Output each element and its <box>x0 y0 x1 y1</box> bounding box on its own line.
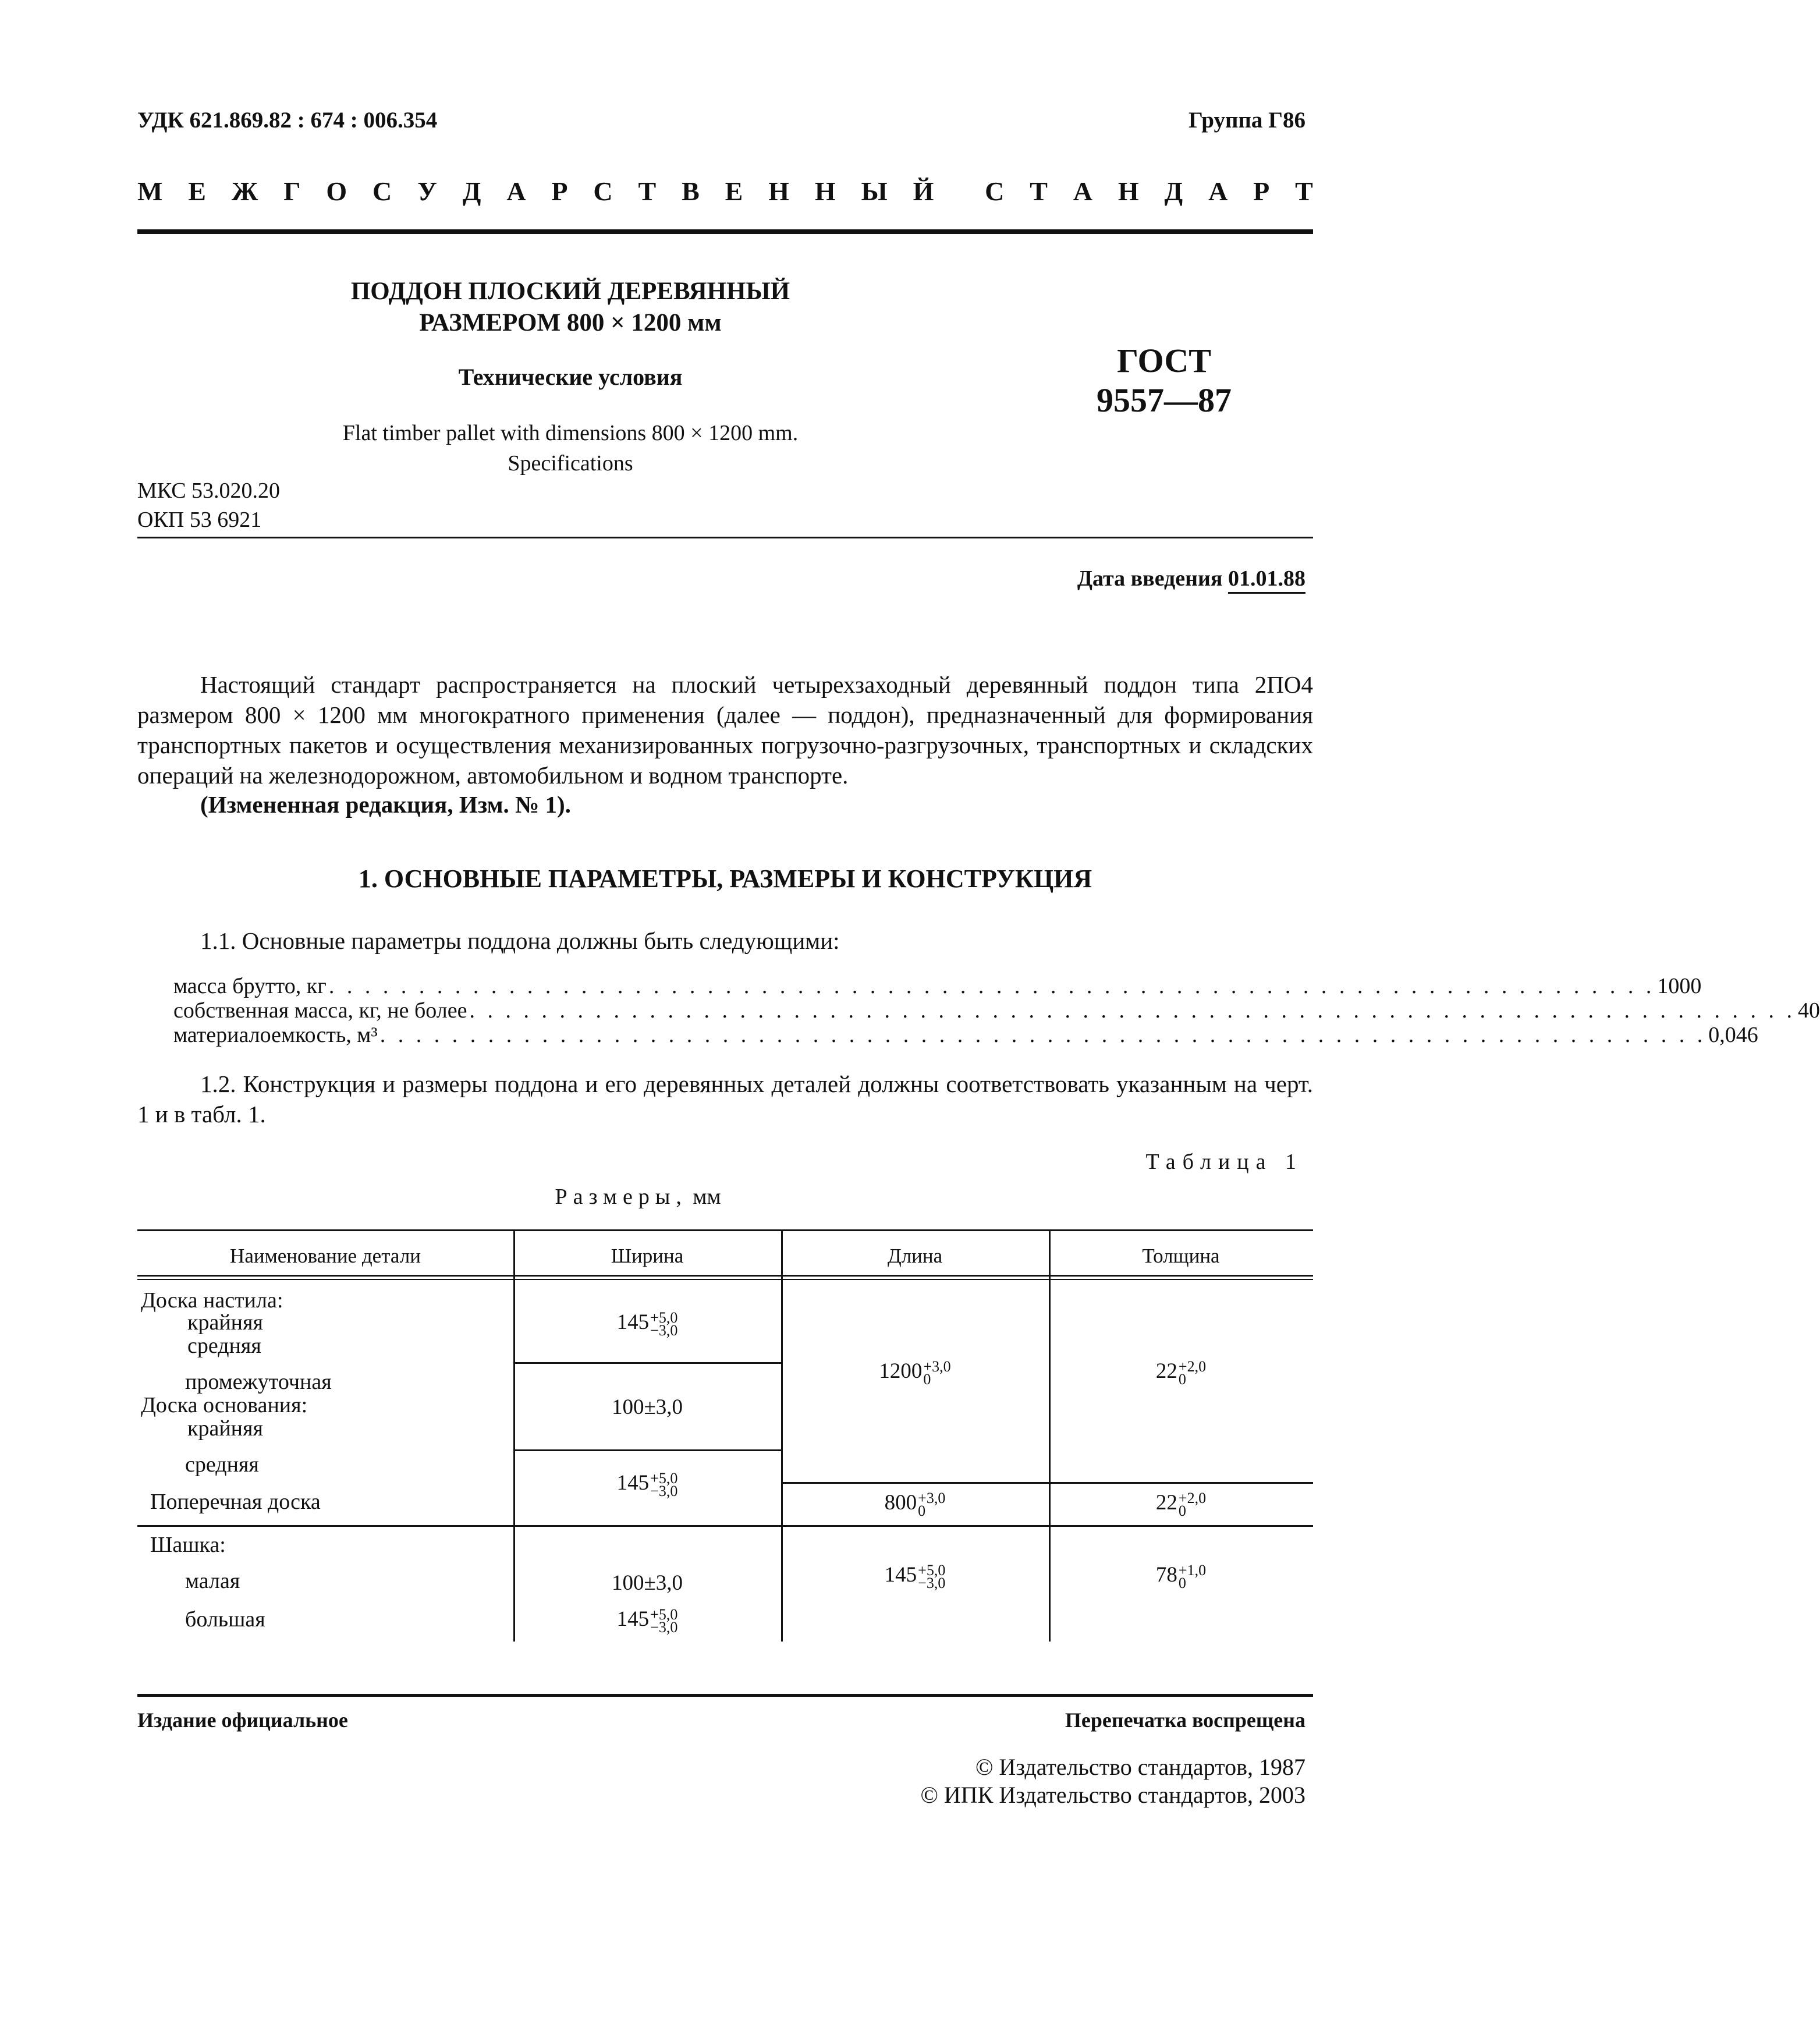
parameter-label: масса брутто, кг <box>173 974 327 998</box>
tolerance-lower: 0 <box>1178 1370 1186 1388</box>
udk-code: УДК 621.869.82 : 674 : 006.354 <box>137 108 438 133</box>
banner-letter: А <box>1073 176 1092 206</box>
tolerance <box>650 1605 678 1636</box>
banner-letter: Д <box>1164 176 1183 206</box>
clause-1-2: 1.2. Конструкция и размеры поддона и его деревянных деталей должны соответствовать указанным на черт. 1 и в табл. 1. <box>137 1070 1313 1128</box>
table-cell-rule <box>513 1362 781 1364</box>
tolerance-upper: +2,0 <box>1178 1357 1207 1375</box>
parameter-label: собственная масса, кг, не более <box>173 998 467 1023</box>
parameter-row <box>173 998 1820 1023</box>
table-units <box>137 1184 1138 1210</box>
tolerance <box>1178 1357 1207 1388</box>
parameter-row <box>173 973 1702 999</box>
banner-letter: В <box>682 176 700 206</box>
table-header-width: Ширина <box>611 1245 684 1267</box>
banner-letter: Н <box>814 176 836 206</box>
table-header-rule <box>137 1275 1313 1277</box>
table-header-length: Длина <box>887 1245 943 1267</box>
gost-number <box>1024 341 1304 420</box>
table-cell-rule <box>513 1449 781 1451</box>
classification-codes <box>137 476 280 534</box>
effective-date <box>1077 566 1305 591</box>
tolerance <box>650 1311 677 1337</box>
value-base: 22 <box>1155 1491 1177 1515</box>
value-base: 145 <box>616 1607 650 1631</box>
tolerance-lower: 0 <box>923 1370 931 1388</box>
intro-paragraph: Настоящий стандарт распространяется на плоский четырехзаходный деревянный поддон типа 2ПО4 размером 800 × 1200 мм многократного применения (далее — поддон), предназначенный для формирования транспортных пакетов и осуществления механизированных погрузочно-разгрузочных, транспортных и складских операций на железнодорожном, автомобильном и водном транспорте. <box>137 671 1313 789</box>
part-base-board: Доска основания: <box>141 1393 308 1417</box>
width-base-middle <box>513 1470 781 1498</box>
tolerance-lower: 0 <box>1178 1502 1186 1519</box>
banner-letter: Н <box>1117 176 1139 206</box>
tolerance-lower: −3,0 <box>650 1482 678 1499</box>
copyright-2003: © ИПК Издательство стандартов, 2003 <box>920 1782 1305 1808</box>
part-block-large: большая <box>185 1607 265 1632</box>
width-block-small: 100±3,0 <box>611 1571 683 1595</box>
value-base: 78 <box>1155 1563 1177 1587</box>
banner-letter: М <box>137 176 163 206</box>
parameter-value: 0,046 <box>1708 1023 1758 1047</box>
banner-letter: Е <box>725 176 743 206</box>
tolerance-upper: +3,0 <box>923 1357 951 1375</box>
table-top-rule <box>137 1229 1313 1231</box>
standard-banner <box>137 176 1313 207</box>
banner-letter: А <box>506 176 526 206</box>
table-header-thickness: Толщина <box>1142 1245 1220 1267</box>
banner-letter: Р <box>1253 176 1270 206</box>
effective-date-label: Дата введения <box>1077 566 1223 591</box>
tolerance-upper: +1,0 <box>1178 1561 1207 1579</box>
table-caption: Таблица 1 <box>1145 1150 1303 1174</box>
banner-letter: Д <box>462 176 481 206</box>
tolerance-lower: −3,0 <box>650 1321 678 1339</box>
value-base: 22 <box>1155 1359 1177 1383</box>
length-block <box>781 1562 1049 1590</box>
part-deck-edge: крайняя <box>187 1310 263 1335</box>
width-block-large <box>513 1607 781 1634</box>
value-base: 145 <box>616 1471 650 1495</box>
effective-date-value: 01.01.88 <box>1228 566 1305 594</box>
units-unit: мм <box>693 1185 721 1209</box>
thickness-block <box>1049 1562 1313 1590</box>
part-deck-board: Доска настила: <box>141 1288 283 1313</box>
banner-letter: А <box>1208 176 1228 206</box>
banner-letter: С <box>985 176 1005 206</box>
mks-code: МКС 53.020.20 <box>137 478 281 503</box>
table-group-rule <box>137 1525 1313 1527</box>
banner-letter: Ж <box>231 176 258 206</box>
leader-dots: . . . . . . . . . . . . . . . . . . . . . . . . . . . . . . . . . . . . . . . . . . . . . . . . . . . . . . . . . . . . . . . . . . . . . . . . . . <box>379 1023 1707 1047</box>
group-code: Группа Г86 <box>1188 108 1305 133</box>
tolerance <box>918 1489 946 1519</box>
clause-1-1: 1.1. Основные параметры поддона должны быть следующими: <box>200 927 840 954</box>
english-title-line-2: Specifications <box>508 451 633 476</box>
official-edition: Издание официальное <box>137 1708 348 1732</box>
banner-letter: Н <box>768 176 789 206</box>
banner-letter: Т <box>1030 176 1048 206</box>
tolerance-lower: 0 <box>1178 1574 1186 1591</box>
title-line-1: ПОДДОН ПЛОСКИЙ ДЕРЕВЯННЫЙ <box>350 278 790 305</box>
banner-letter: О <box>326 176 347 206</box>
table-header-rule-double <box>137 1279 1313 1280</box>
units-word: Размеры, <box>555 1185 687 1209</box>
english-title <box>233 418 908 478</box>
banner-letter: Ы <box>861 176 888 206</box>
length-boards <box>781 1359 1049 1386</box>
document-subtitle: Технические условия <box>458 364 683 390</box>
title-line-2: РАЗМЕРОМ 800 × 1200 мм <box>419 309 722 336</box>
banner-letter: С <box>372 176 392 206</box>
tolerance <box>650 1469 678 1499</box>
tolerance-upper: +2,0 <box>1178 1489 1207 1506</box>
gost-label: ГОСТ <box>1117 342 1211 380</box>
okp-code: ОКП 53 6921 <box>137 508 262 532</box>
part-cross-board: Поперечная доска <box>150 1490 321 1514</box>
header-rule <box>137 229 1313 234</box>
parameter-value: 1000 <box>1657 974 1702 998</box>
banner-letter: У <box>417 176 437 206</box>
parameter-label: материалоемкость, м³ <box>173 1023 378 1047</box>
leader-dots: . . . . . . . . . . . . . . . . . . . . . . . . . . . . . . . . . . . . . . . . . . . . . . . . . . . . . . . . . . . . . . . . . . . . . . . . . . <box>328 974 1655 998</box>
banner-letter: Г <box>283 176 301 206</box>
banner-letter: Т <box>1295 176 1313 206</box>
thickness-cross-board <box>1049 1490 1313 1518</box>
tolerance <box>1178 1489 1207 1519</box>
table-header-name: Наименование детали <box>230 1245 421 1267</box>
width-deck <box>513 1310 781 1337</box>
value-base: 145 <box>616 1310 650 1334</box>
banner-letter: Р <box>551 176 568 206</box>
value-base: 1200 <box>879 1359 923 1383</box>
english-title-line-1: Flat timber pallet with dimensions 800 × 1200 mm. <box>342 421 799 445</box>
value-base: 800 <box>884 1491 917 1515</box>
leader-dots: . . . . . . . . . . . . . . . . . . . . . . . . . . . . . . . . . . . . . . . . . . . . . . . . . . . . . . . . . . . . . . . . . . . . . . . . . . <box>469 998 1796 1023</box>
section-heading: 1. ОСНОВНЫЕ ПАРАМЕТРЫ, РАЗМЕРЫ И КОНСТРУКЦИЯ <box>358 864 1092 893</box>
tolerance <box>918 1561 946 1591</box>
document-title <box>233 276 908 339</box>
tolerance-upper: +5,0 <box>650 1605 678 1623</box>
banner-letter: Т <box>638 176 657 206</box>
length-cross-board <box>781 1490 1049 1518</box>
tolerance-upper: +5,0 <box>918 1561 946 1579</box>
title-rule <box>137 537 1313 538</box>
copyright-1987: © Издательство стандартов, 1987 <box>975 1754 1305 1780</box>
change-note: (Измененная редакция, Изм. № 1). <box>200 791 571 818</box>
parameter-row <box>173 1022 1758 1048</box>
part-deck-intermediate: промежуточная <box>185 1370 332 1394</box>
part-block-small: малая <box>185 1569 240 1593</box>
table-cell-rule <box>781 1482 1313 1484</box>
tolerance-lower: −3,0 <box>918 1574 946 1591</box>
parameter-value: 40 <box>1797 998 1820 1023</box>
tolerance <box>1178 1561 1207 1591</box>
width-intermediate: 100±3,0 <box>611 1395 683 1419</box>
tolerance <box>923 1357 951 1388</box>
part-base-middle: средняя <box>185 1452 259 1477</box>
thickness-boards <box>1049 1359 1313 1386</box>
tolerance-lower: 0 <box>918 1502 926 1519</box>
part-base-edge: крайняя <box>187 1416 263 1441</box>
gost-code: 9557—87 <box>1097 381 1232 419</box>
banner-letter: Й <box>913 176 934 206</box>
part-block: Шашка: <box>150 1533 226 1557</box>
tolerance-upper: +5,0 <box>650 1469 678 1487</box>
tolerance-upper: +5,0 <box>650 1309 678 1326</box>
part-deck-middle: средняя <box>187 1334 261 1358</box>
value-base: 145 <box>884 1563 917 1587</box>
tolerance-lower: −3,0 <box>650 1618 678 1636</box>
banner-letter: С <box>593 176 613 206</box>
banner-letter: Е <box>188 176 206 206</box>
reprint-notice: Перепечатка воспрещена <box>1065 1708 1305 1732</box>
tolerance-upper: +3,0 <box>918 1489 946 1506</box>
footer-rule <box>137 1694 1313 1697</box>
